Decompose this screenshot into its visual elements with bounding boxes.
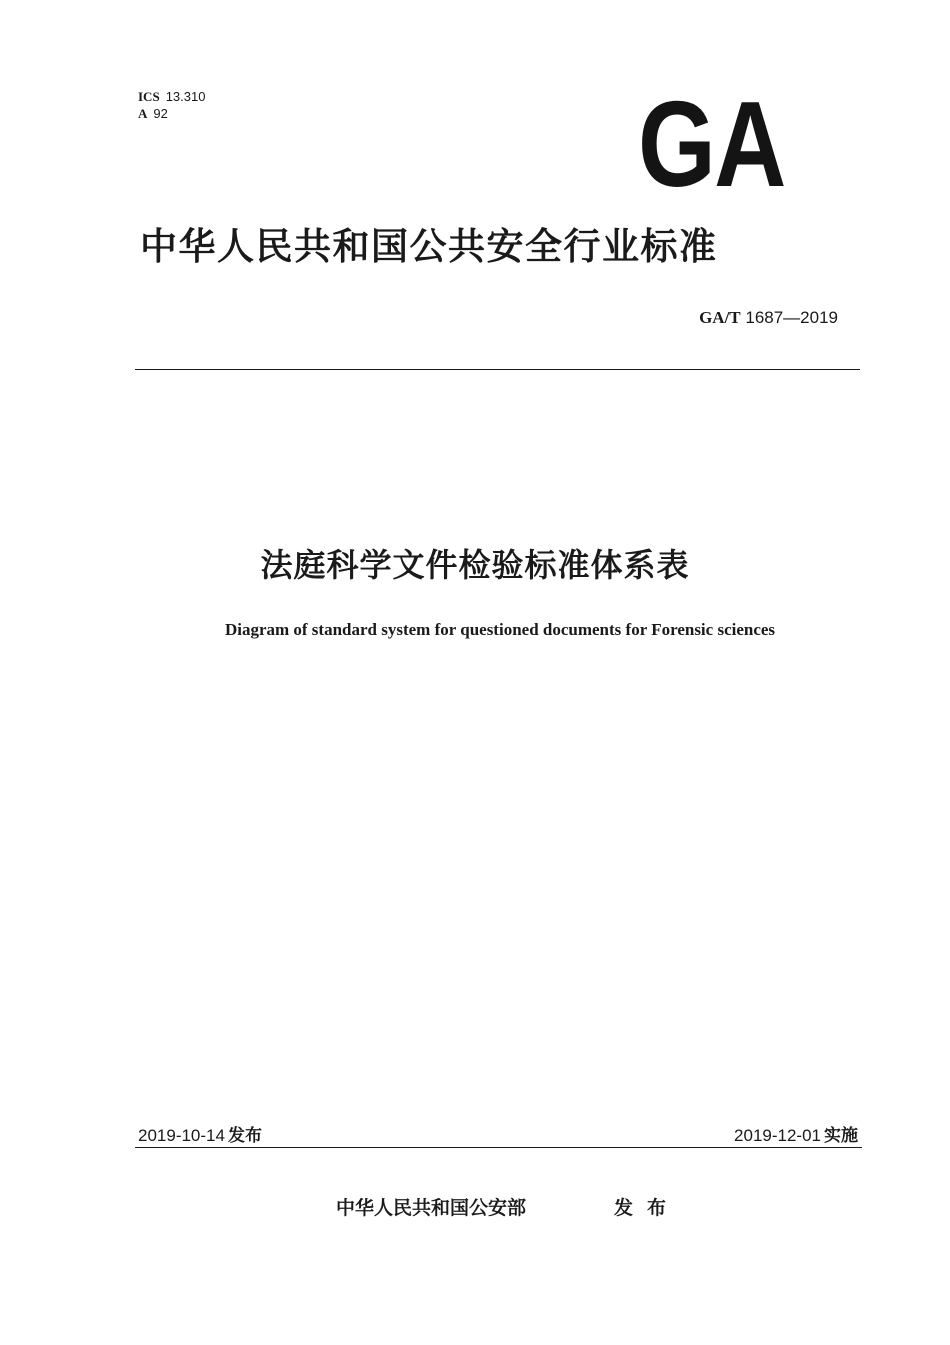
standard-number-prefix: GA/T	[699, 308, 741, 327]
issue-date: 2019-10-14	[138, 1126, 225, 1145]
standard-number-value: 1687—2019	[745, 308, 838, 327]
classification-codes	[138, 88, 205, 122]
ga-logo	[638, 76, 811, 212]
ics-label: ICS	[138, 89, 160, 104]
standard-category-title: 中华人民共和国公共安全行业标准	[140, 225, 718, 268]
ics-code: 13.310	[165, 89, 206, 104]
ics-code-line	[138, 88, 205, 105]
ga-logo-text: GA	[638, 76, 785, 212]
publisher-name: 中华人民共和国公安部	[336, 1197, 527, 1219]
document-title-chinese: 法庭科学文件检验标准体系表	[260, 546, 690, 584]
issue-date-line	[138, 1121, 262, 1146]
ccs-code-line	[138, 105, 205, 122]
bottom-divider	[135, 1147, 862, 1148]
issue-label: 发布	[227, 1126, 262, 1146]
ccs-code: 92	[153, 106, 168, 121]
implementation-date: 2019-12-01	[734, 1126, 821, 1145]
top-divider	[135, 369, 860, 370]
ccs-label: A	[138, 106, 148, 121]
standard-number	[699, 308, 838, 328]
publisher-action: 发布	[614, 1197, 681, 1219]
implementation-label: 实施	[824, 1126, 858, 1146]
implementation-date-line	[734, 1121, 858, 1146]
document-title-english: Diagram of standard system for questioned documents for Forensic sciences	[224, 620, 776, 639]
